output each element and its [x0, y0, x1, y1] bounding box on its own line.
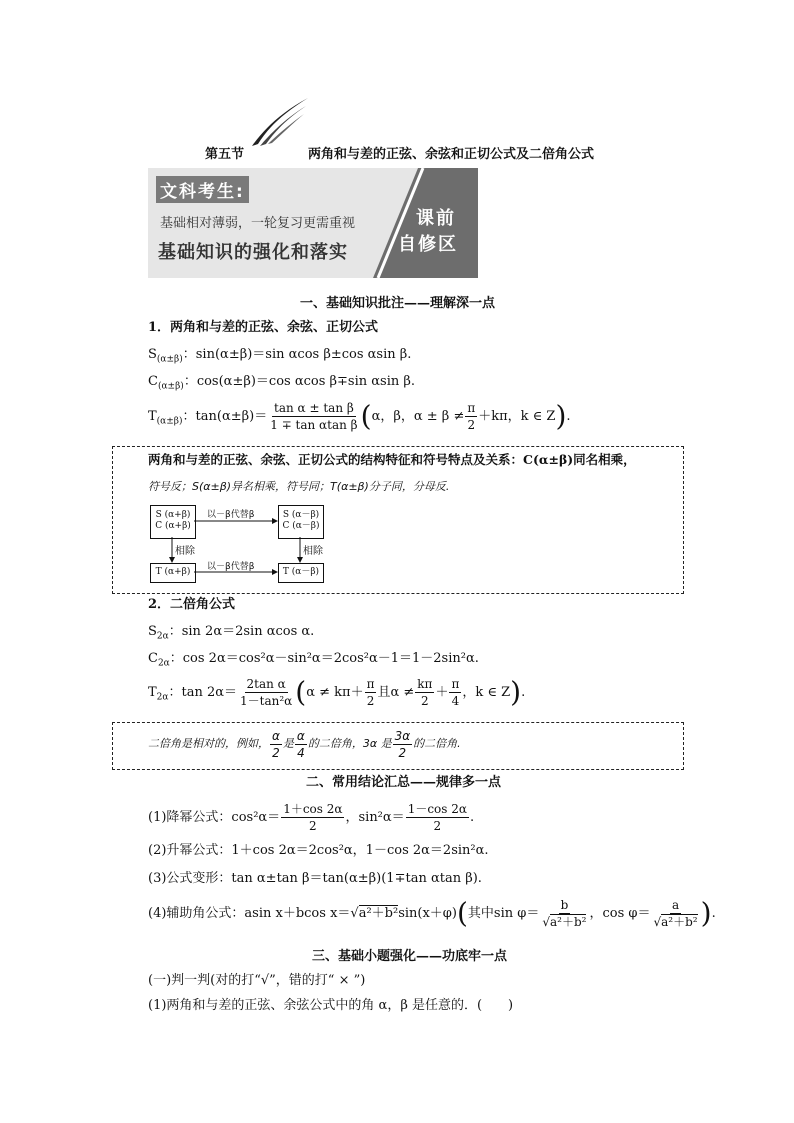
fraction-denominator: 2: [309, 819, 317, 833]
fraction-numerator: 2tan α: [246, 677, 286, 691]
banner-line1: 基础相对薄弱，一轮复习更需重视: [160, 216, 356, 231]
part1-sub2: 2．二倍角公式: [148, 597, 236, 612]
fraction-numerator: π: [366, 677, 375, 691]
formula-body: ：tan(α±β)＝: [182, 409, 268, 424]
formula-power-reduction: [148, 798, 474, 838]
formula-label: C: [148, 651, 158, 666]
diagram-down-label-right: 相除: [303, 546, 323, 557]
fraction: [465, 400, 477, 433]
diagram-down-label-left: 相除: [175, 546, 195, 557]
fraction-numerator: tan α ± tan β: [274, 401, 354, 415]
diagram-text: S (α－β): [282, 510, 320, 520]
fraction-denominator: 2: [433, 819, 442, 833]
sqrt-icon: √: [350, 906, 359, 921]
banner: [148, 168, 478, 278]
sqrt-radicand: a²＋b²: [358, 906, 399, 921]
left-paren: (: [456, 896, 468, 930]
fraction-numerator: b: [560, 898, 569, 912]
period: .: [711, 906, 716, 921]
note-line2: 符号反；S(α±β)异名相乘，符号同；T(α±β)分子同，分母反.: [148, 480, 450, 493]
formula-body: ，sin²α＝: [345, 810, 405, 825]
formula-body: sin(x＋φ): [398, 906, 457, 921]
question-1: (1)两角和与差的正弦、余弦公式中的角 α，β 是任意的．( ): [148, 998, 514, 1013]
fraction-denominator: 1－tan²α: [240, 694, 293, 708]
diagram-text: C (α－β): [282, 521, 320, 531]
fraction-denominator: 2: [398, 745, 407, 760]
formula-subscript: (α±β): [156, 354, 183, 365]
formula-t-double: [148, 674, 525, 717]
note-text: 二倍角是相对的，例如，: [148, 737, 269, 750]
part1-sub1: 1．两角和与差的正弦、余弦、正切公式: [148, 320, 379, 335]
fraction: [406, 801, 469, 834]
period: .: [521, 685, 526, 700]
formula-s-double: [148, 623, 314, 646]
fraction: [365, 676, 377, 709]
note-line1: 两角和与差的正弦、余弦、正切公式的结构特征和符号特点及关系：C(α±β)同名相乘，: [148, 452, 636, 467]
formula-label: T: [148, 685, 157, 700]
page-title: 两角和与差的正弦、余弦和正切公式及二倍角公式: [308, 147, 595, 162]
diagram-text: T (α－β): [282, 567, 320, 577]
formula-body: (4)辅助角公式：asin x＋bcos x＝: [148, 906, 351, 921]
condition-text: α，β，α ± β ≠: [371, 409, 465, 424]
fraction-denominator: √a²＋b²: [542, 915, 587, 929]
fraction-numerator: 1－cos 2α: [407, 802, 467, 816]
fraction-numerator: π: [467, 401, 476, 415]
formula-body: ：sin(α±β)＝sin αcos β±cos αsin β.: [182, 347, 412, 362]
fraction-numerator: 1＋cos 2α: [283, 802, 343, 816]
fraction-numerator: α: [272, 728, 280, 743]
banner-right-bottom: 自修区: [398, 234, 458, 255]
diagram-arrow-label-bottom: 以－β代替β: [207, 562, 255, 572]
condition-text: 其中sin φ＝: [467, 906, 540, 921]
fraction-numerator: kπ: [417, 677, 433, 691]
fraction-denominator: 1 ∓ tan αtan β: [270, 418, 358, 432]
formula-subscript: (α±β): [157, 381, 184, 392]
formula-subscript: 2α: [156, 631, 169, 642]
section-label: 第五节: [205, 147, 245, 162]
banner-tag: 文科考生:: [156, 176, 249, 203]
fraction: [281, 801, 344, 834]
fraction: [270, 728, 282, 761]
fraction: [540, 897, 588, 930]
condition-text: ，k ∈ Z: [462, 685, 511, 700]
formula-subscript: 2α: [157, 658, 170, 669]
formula-t-sum: [148, 398, 571, 441]
fraction: [652, 897, 700, 930]
sqrt-radicand: a²＋b²: [661, 915, 698, 929]
fraction: [295, 728, 307, 761]
fraction-numerator: a: [671, 898, 680, 912]
formula-label: S: [148, 347, 157, 362]
left-paren: (: [360, 399, 372, 433]
formula-label: S: [148, 624, 157, 639]
sqrt-radicand: a²＋b²: [550, 915, 587, 929]
fraction-denominator: 2: [421, 694, 429, 708]
right-paren: ): [555, 399, 567, 433]
fraction-numerator: α: [296, 728, 305, 743]
fraction: [415, 676, 434, 709]
formula-power-raise: (2)升幂公式：1＋cos 2α＝2cos²α，1－cos 2α＝2sin²α.: [148, 843, 489, 858]
formula-s-sum: [148, 346, 411, 369]
part1-heading: 一、基础知识批注——理解深一点: [300, 296, 496, 311]
fraction-denominator: √a²＋b²: [653, 915, 698, 929]
condition-text: ＋kπ，k ∈ Z: [478, 409, 556, 424]
formula-c-sum: [148, 373, 415, 396]
note-text: 的二倍角.: [413, 737, 461, 750]
diagram-arrow-label-top: 以－β代替β: [207, 510, 255, 520]
banner-right-top: 课前: [416, 208, 456, 229]
fraction-numerator: 3α: [394, 728, 411, 743]
fraction: [393, 728, 413, 761]
note2-text: [148, 726, 461, 762]
fraction-denominator: 2: [467, 418, 476, 432]
right-paren: ): [700, 896, 712, 930]
diagram-text: C (α+β): [155, 521, 191, 531]
formula-body: ：tan 2α＝: [168, 685, 238, 700]
left-paren: (: [295, 675, 307, 709]
period: .: [566, 409, 571, 424]
formula-body: ：cos(α±β)＝cos αcos β∓sin αsin β.: [183, 374, 416, 389]
fraction-denominator: 4: [297, 745, 305, 760]
note-text: 的二倍角，3α 是: [307, 737, 392, 750]
fraction-denominator: 2: [366, 694, 375, 708]
condition-text: ＋: [435, 685, 449, 700]
formula-label: T: [148, 409, 157, 424]
header-swoosh-logo: [248, 96, 310, 148]
formula-label: C: [148, 374, 158, 389]
condition-text: 且α ≠: [377, 685, 415, 700]
part2-heading: 二、常用结论汇总——规律多一点: [306, 775, 502, 790]
formula-subscript: 2α: [156, 692, 169, 703]
banner-line2: 基础知识的强化和落实: [158, 242, 348, 263]
fraction-denominator: 2: [272, 745, 280, 760]
note-text: 是: [282, 737, 294, 750]
formula-body: (1)降幂公式：cos²α＝: [148, 810, 281, 825]
part3-heading: 三、基础小题强化——功底牢一点: [312, 949, 508, 964]
formula-body: ：cos 2α＝cos²α－sin²α＝2cos²α－1＝1－2sin²α.: [169, 651, 479, 666]
judge-instruction: (一)判一判(对的打“√”，错的打“ × ”): [148, 973, 366, 988]
right-paren: ): [510, 675, 522, 709]
formula-subscript: (α±β): [156, 416, 183, 427]
formula-transform: (3)公式变形：tan α±tan β＝tan(α±β)(1∓tan αtan β).: [148, 871, 482, 886]
fraction: [449, 676, 461, 709]
fraction: [238, 676, 294, 709]
diagram-text: S (α+β): [155, 510, 191, 520]
condition-text: ，cos φ＝: [589, 906, 651, 921]
condition-text: α ≠ kπ＋: [306, 685, 364, 700]
diagram-text: T (α+β): [155, 567, 191, 577]
fraction-numerator: π: [451, 677, 460, 691]
fraction: [268, 400, 359, 433]
formula-body: ：sin 2α＝2sin αcos α.: [168, 624, 315, 639]
period: .: [469, 810, 475, 825]
formula-c-double: [148, 650, 479, 673]
fraction-denominator: 4: [451, 694, 460, 708]
formula-auxiliary-angle: [148, 894, 716, 934]
